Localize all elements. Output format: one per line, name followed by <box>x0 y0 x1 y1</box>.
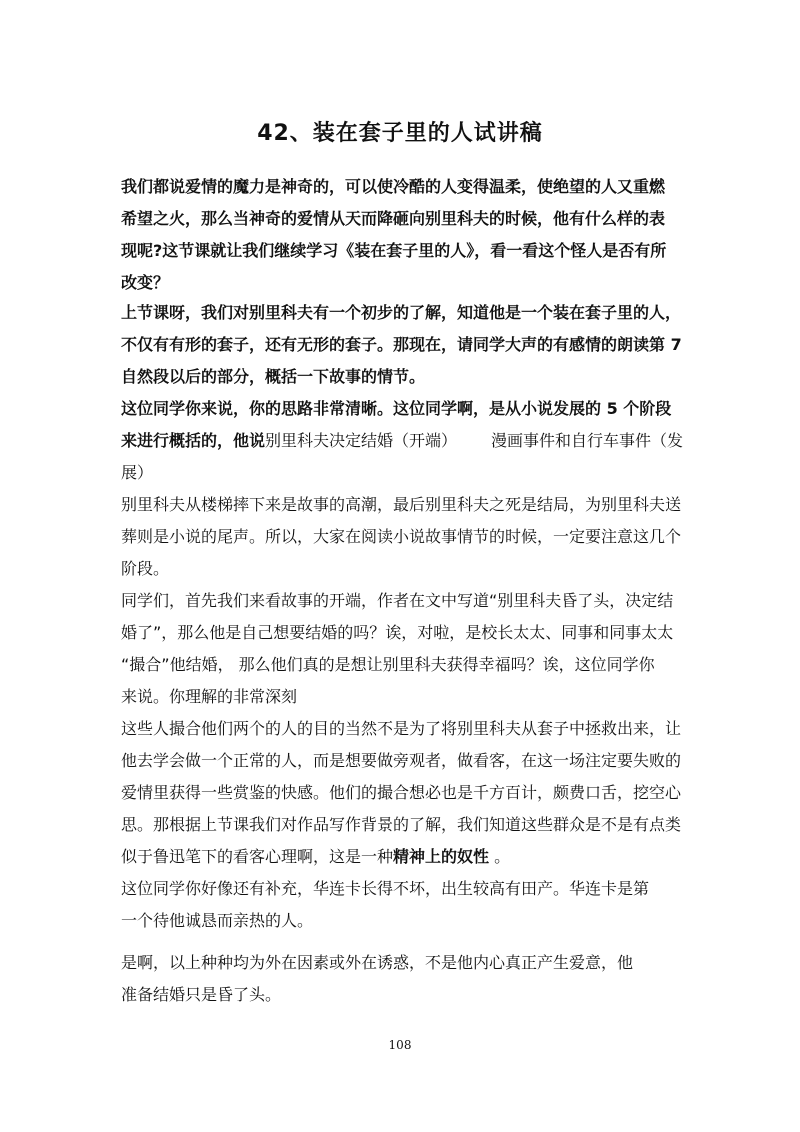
text-line: 这些人撮合他们两个的人的目的当然不是为了将别里科夫从套子中拯救出来，让 <box>121 719 682 738</box>
text-line: 一个待他诚恳而亲热的人。 <box>121 911 314 930</box>
text-segment: 。 <box>489 847 511 866</box>
text-line: 这位同学你来说，你的思路非常清晰。这位同学啊，是从小说发展的 5 个阶段 <box>121 399 672 418</box>
text-segment-bold: 来进行概括的，他说 <box>121 431 266 450</box>
text-line: 这位同学你好像还有补充，华连卡长得不坏，出生较高有田产。华连卡是第 <box>121 879 650 898</box>
text-line: 自然段以后的部分，概括一下故事的情节。 <box>121 367 426 386</box>
text-line: 思。那根据上节课我们对作品写作背景的了解，我们知道这些群众是不是有点类 <box>121 815 682 834</box>
text-line: 阶段。 <box>121 559 170 578</box>
text-line: 是啊，以上种种均为外在因素或外在诱惑，不是他内心真正产生爱意，他 <box>121 953 634 972</box>
text-line: 上节课呀，我们对别里科夫有一个初步的了解，知道他是一个装在套子里的人， <box>121 303 682 322</box>
text-line: 爱情里获得一些赏鉴的快感。他们的撮合想必也是千方百计，颇费口舌，挖空心 <box>121 783 682 802</box>
text-segment: 别里科夫决定结婚（开端） <box>265 431 458 450</box>
text-line: 改变？ <box>121 273 170 292</box>
text-segment-bold: 精神上的奴性 <box>393 847 490 866</box>
text-line: 不仅有有形的套子，还有无形的套子。那现在，请同学大声的有感情的朗读第 7 <box>121 335 682 354</box>
text-line: 希望之火，那么当神奇的爱情从天而降砸向别里科夫的时候，他有什么样的表 <box>121 209 666 228</box>
text-line: 别里科夫从楼梯摔下来是故事的高潮，最后别里科夫之死是结局，为别里科夫送 <box>121 495 682 514</box>
text-segment: 似于鲁迅笔下的看客心理啊，这是一种 <box>121 847 394 866</box>
text-line: 婚了”，那么他是自己想要结婚的吗？诶，对啦，是校长太太、同事和同事太太 <box>121 623 674 642</box>
text-line: “撮合”他结婚， 那么他们真的是想让别里科夫获得幸福吗？诶，这位同学你 <box>121 655 655 674</box>
page-title: 42、装在套子里的人试讲稿 <box>257 121 543 146</box>
page-number: 108 <box>388 1038 412 1052</box>
text-line <box>121 846 696 868</box>
text-line: 准备结婚只是昏了头。 <box>121 985 282 1004</box>
text-line <box>121 430 696 452</box>
text-line: 展） <box>121 463 154 482</box>
text-line: 我们都说爱情的魔力是神奇的，可以使冷酷的人变得温柔，使绝望的人又重燃 <box>121 177 666 196</box>
text-line: 同学们，首先我们来看故事的开端，作者在文中写道“别里科夫昏了头，决定结 <box>121 591 674 610</box>
text-line: 葬则是小说的尾声。所以，大家在阅读小说故事情节的时候，一定要注意这几个 <box>121 527 682 546</box>
text-segment: 漫画事件和自行车事件（发 <box>491 431 684 450</box>
text-line: 来说。你理解的非常深刻 <box>121 687 298 706</box>
text-line: 现呢?这节课就让我们继续学习《装在套子里的人》，看一看这个怪人是否有所 <box>121 241 667 260</box>
text-line: 他去学会做一个正常的人，而是想要做旁观者，做看客，在这一场注定要失败的 <box>121 751 682 770</box>
